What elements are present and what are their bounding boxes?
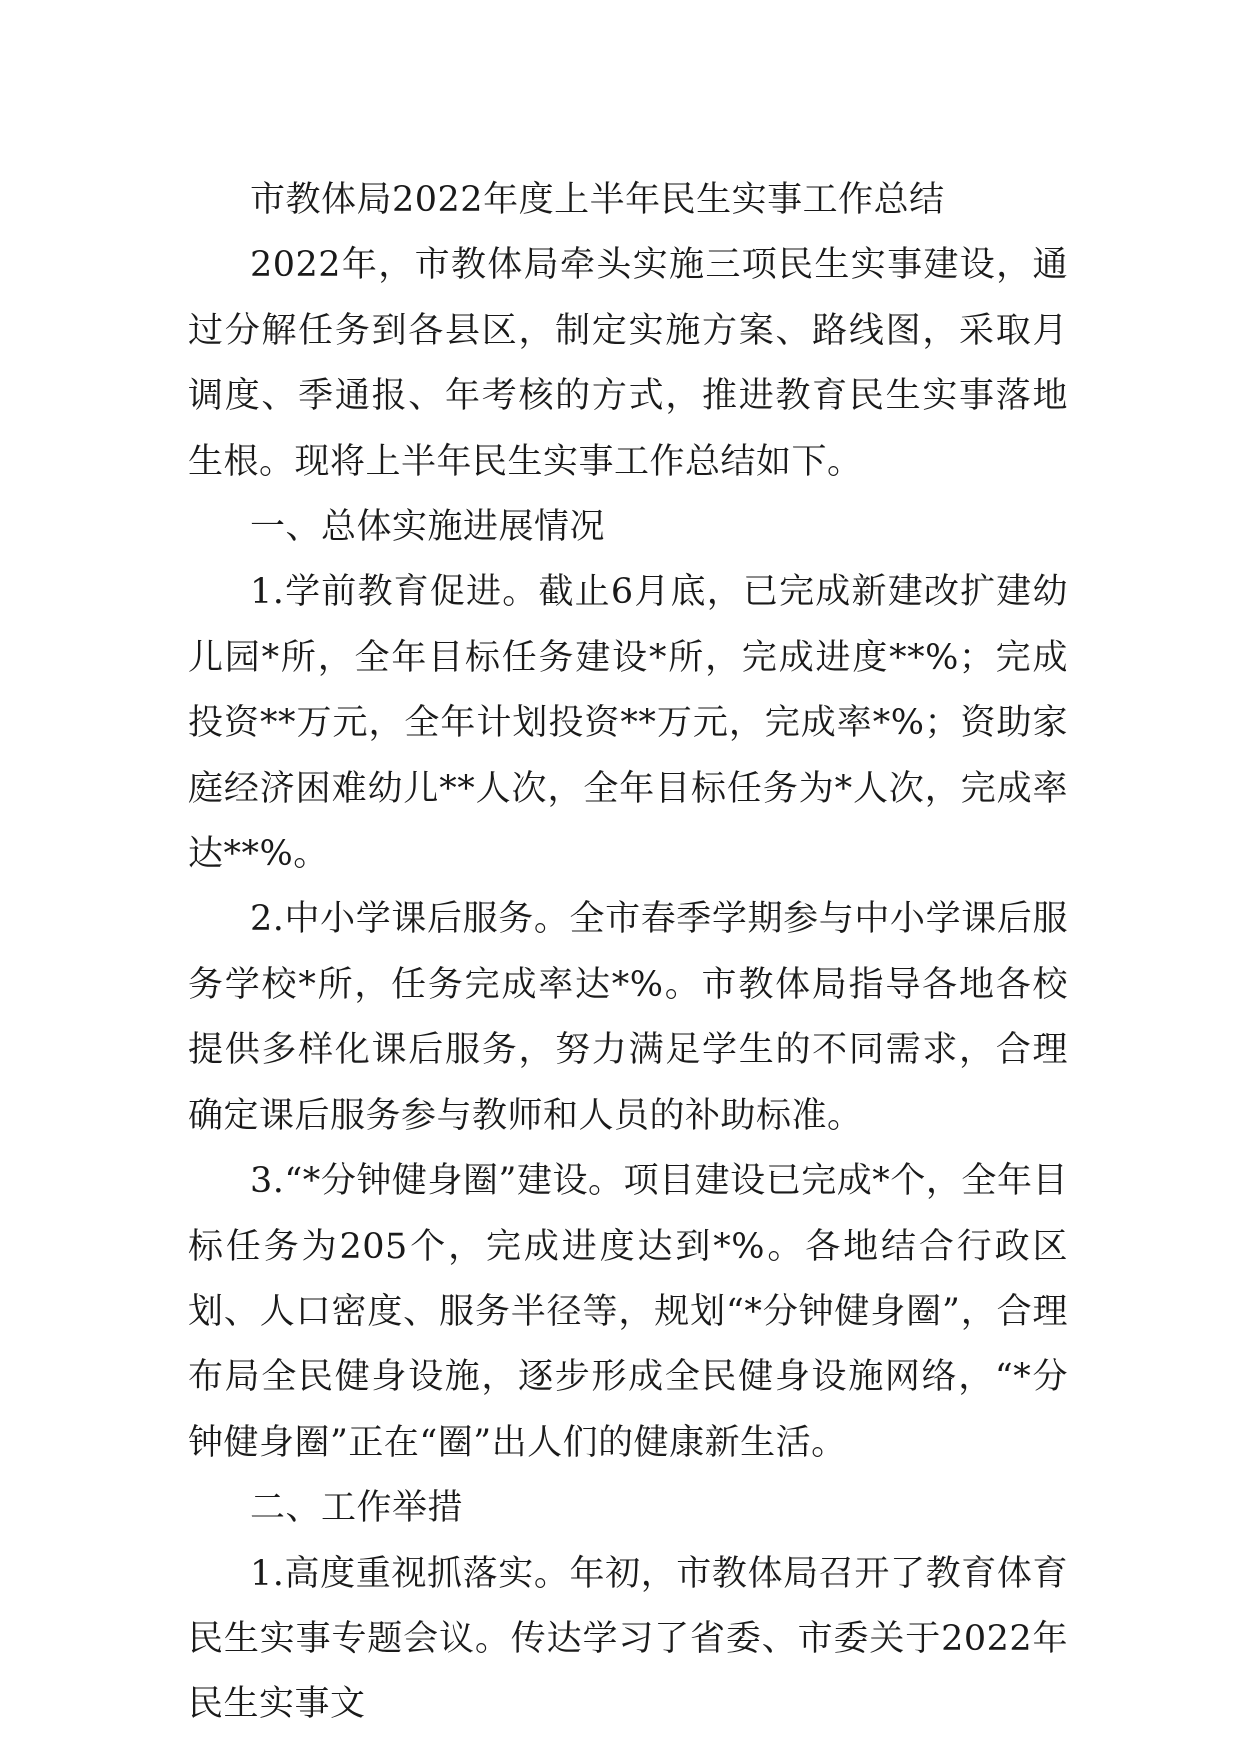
document-title: 市教体局2022年度上半年民生实事工作总结 — [250, 180, 945, 220]
document-body — [188, 168, 1068, 1738]
intro-paragraph: 2022年，市教体局牵头实施三项民生实事建设，通过分解任务到各县区，制定实施方案、路线图，采取月调度、季通报、年考核的方式，推进教育民生实事落地生根。现将上半年民生实事工作总结如下。 — [188, 245, 1068, 482]
paragraph-fitness-circle: 3.“*分钟健身圈”建设。项目建设已完成*个，全年目标任务为205个，完成进度达到*%。各地结合行政区划、人口密度、服务半径等，规划“*分钟健身圈”，合理布局全民健身设施，逐步形成全民健身设施网络，“*分钟健身圈”正在“圈”出人们的健康新生活。 — [188, 1161, 1068, 1463]
paragraph-after-school-service: 2.中小学课后服务。全市春季学期参与中小学课后服务学校*所，任务完成率达*%。市教体局指导各地各校提供多样化课后服务，努力满足学生的不同需求，合理确定课后服务参与教师和人员的补助标准。 — [188, 899, 1068, 1136]
section-heading-progress: 一、总体实施进展情况 — [250, 507, 606, 548]
section-heading-measures: 二、工作举措 — [250, 1488, 464, 1529]
paragraph-preschool-education: 1.学前教育促进。截止6月底，已完成新建改扩建幼儿园*所，全年目标任务建设*所，完成进度**%；完成投资**万元，全年计划投资**万元，完成率*%；资助家庭经济困难幼儿**人次，全年目标任务为*人次，完成率达**%。 — [188, 572, 1068, 875]
paragraph-implementation: 1.高度重视抓落实。年初，市教体局召开了教育体育民生实事专题会议。传达学习了省委、市委关于2022年民生实事文 — [188, 1553, 1068, 1725]
